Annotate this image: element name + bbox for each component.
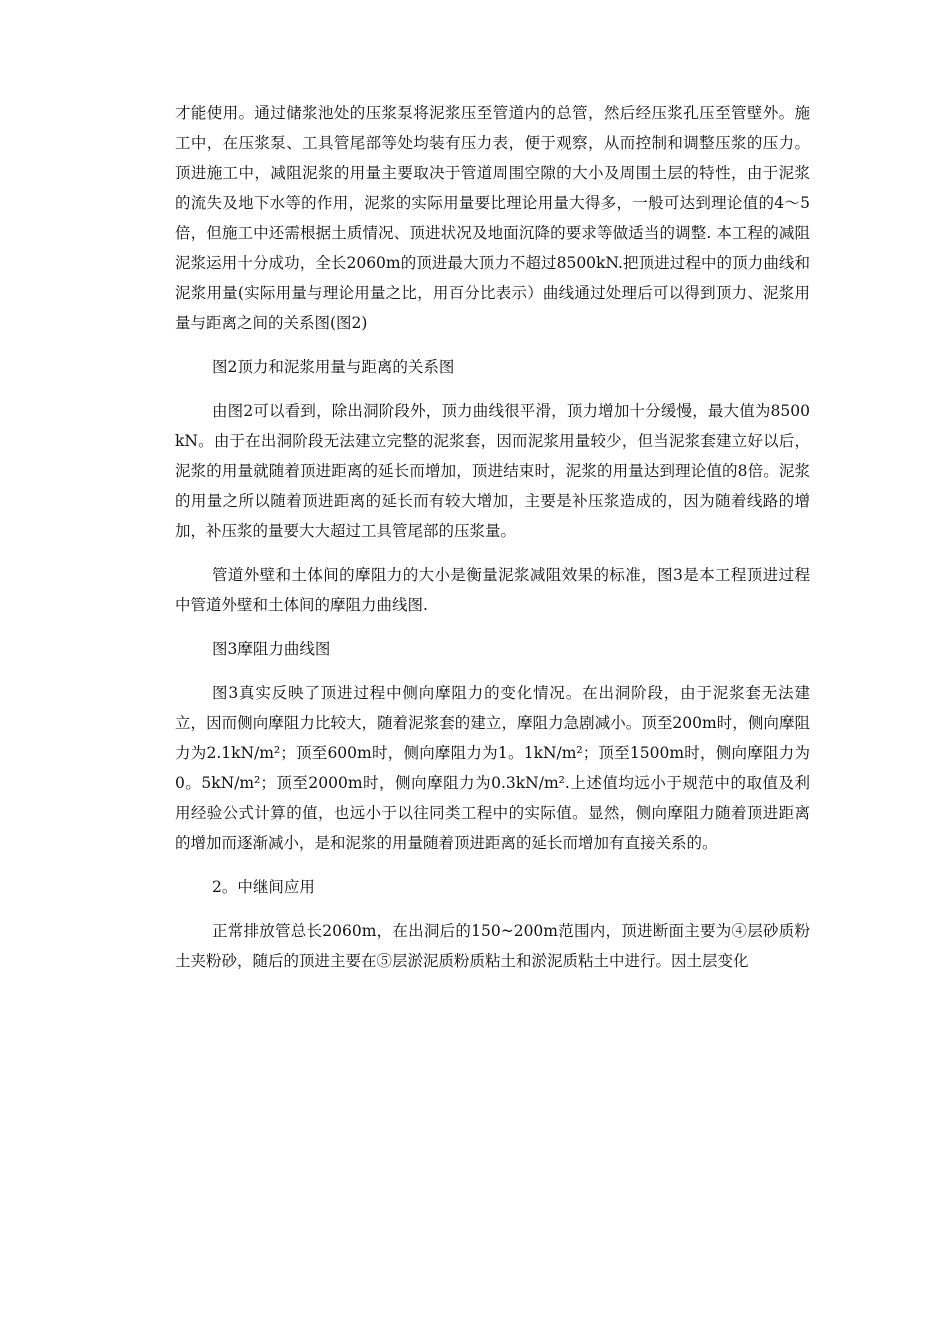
figure-3-caption: 图3摩阻力曲线图: [212, 640, 331, 658]
document-body: [175, 98, 810, 990]
section-heading-relay-station: 2。中继间应用: [212, 878, 315, 896]
paragraph-friction-analysis: 图3真实反映了顶进过程中侧向摩阻力的变化情况。在出洞阶段，由于泥浆套无法建立，因而侧向摩阻力比较大，随着泥浆套的建立，摩阻力急剧减小。顶至200m时，侧向摩阻力为2.1kN/m²；顶至600m时，侧向摩阻力为1。1kN/m²；顶至1500m时，侧向摩阻力为0。5kN/m²；顶至2000m时，侧向摩阻力为0.3kN/m².上述值均远小于规范中的取值及利用经验公式计算的值，也远小于以往同类工程中的实际值。显然，侧向摩阻力随着顶进距离的增加而逐渐减小，是和泥浆的用量随着顶进距离的延长而增加有直接关系的。: [175, 684, 810, 852]
figure-2-caption: 图2顶力和泥浆用量与距离的关系图: [212, 358, 455, 376]
paragraph-relay-station: 正常排放管总长2060m，在出洞后的150~200m范围内，顶进断面主要为④层砂质粉土夹粉砂，随后的顶进主要在⑤层淤泥质粉质粘土和淤泥质粘土中进行。因土层变化: [175, 922, 810, 970]
paragraph-figure-2-analysis: 由图2可以看到，除出洞阶段外，顶力曲线很平滑，顶力增加十分缓慢，最大值为8500kN。由于在出洞阶段无法建立完整的泥浆套，因而泥浆用量较少，但当泥浆套建立好以后，泥浆的用量就随着顶进距离的延长而增加，顶进结束时，泥浆的用量达到理论值的8倍。泥浆的用量之所以随着顶进距离的延长而有较大增加，主要是补压浆造成的，因为随着线路的增加，补压浆的量要大大超过工具管尾部的压浆量。: [175, 402, 810, 540]
paragraph-friction-intro: 管道外壁和土体间的摩阻力的大小是衡量泥浆减阻效果的标准，图3是本工程顶进过程中管道外壁和土体间的摩阻力曲线图.: [175, 566, 810, 614]
paragraph-slurry-usage: 才能使用。通过储浆池处的压浆泵将泥浆压至管道内的总管，然后经压浆孔压至管壁外。施工中，在压浆泵、工具管尾部等处均装有压力表，便于观察，从而控制和调整压浆的压力。 顶进施工中，减阻泥浆的用量主要取决于管道周围空隙的大小及周围土层的特性，由于泥浆的流失及地下水等的作用，泥浆的实际用量要比理论用量大得多，一般可达到理论值的4～5倍，但施工中还需根据土质情况、顶进状况及地面沉降的要求等做适当的调整. 本工程的减阻泥浆运用十分成功，全长2060m的顶进最大顶力不超过8500kN.把顶进过程中的顶力曲线和泥浆用量(实际用量与理论用量之比，用百分比表示）曲线通过处理后可以得到顶力、泥浆用量与距离之间的关系图(图2): [175, 104, 810, 332]
